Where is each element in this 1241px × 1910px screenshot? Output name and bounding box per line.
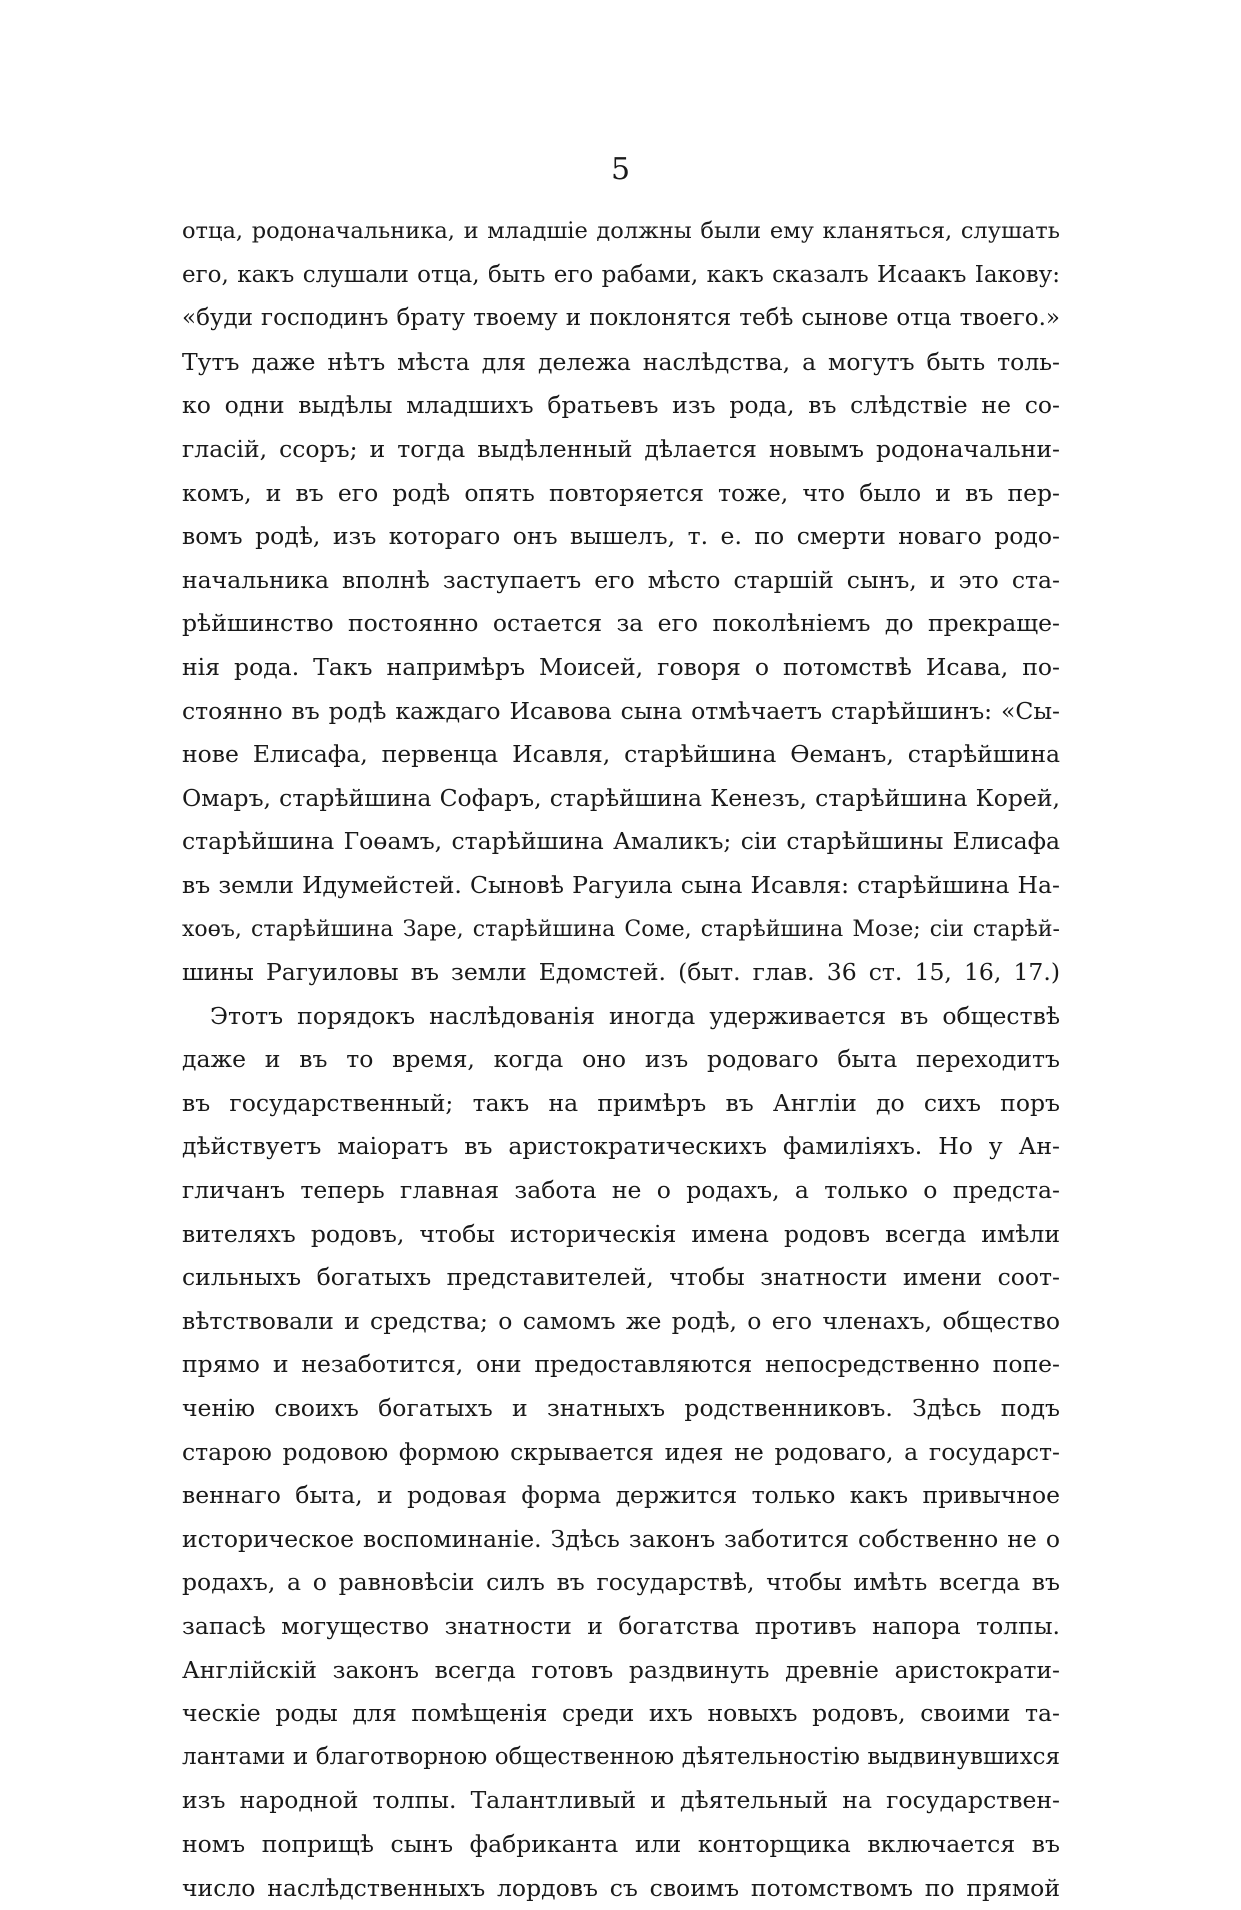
text-line: отца, родоначальника, и младшіе должны были ему кланяться, слушать xyxy=(182,218,1060,244)
text-line: въ государственный; такъ на примѣръ въ Англіи до сихъ поръ xyxy=(182,1088,1060,1117)
text-line: въ земли Идумейстей. Сыновѣ Рагуила сына Исавля: старѣйшина На- xyxy=(182,870,1060,899)
text-line: гличанъ теперь главная забота не о родахъ, а только о предста- xyxy=(182,1176,1060,1205)
text-line: запасѣ могущество знатности и богатства противъ напора толпы. xyxy=(182,1612,1060,1640)
text-line: шины Рагуиловы въ земли Едомстей. (быт. глав. 36 ст. 15, 16, 17.) xyxy=(182,958,1060,987)
text-line: Омаръ, старѣйшина Софаръ, старѣйшина Кенезъ, старѣйшина Корей, xyxy=(182,783,1060,812)
body-text xyxy=(182,210,1060,1910)
text-line: прямо и незаботится, они предоставляются непосредственно попе- xyxy=(182,1350,1060,1379)
text-line: даже и въ то время, когда оно изъ родоваго быта переходитъ xyxy=(182,1045,1060,1074)
text-line: стоянно въ родѣ каждаго Исавова сына отмѣчаетъ старѣйшинъ: «Сы- xyxy=(182,696,1060,725)
text-line: вителяхъ родовъ, чтобы историческія имена родовъ всегда имѣли xyxy=(182,1219,1060,1248)
text-line: старѣйшина Гоөамъ, старѣйшина Амаликъ; сіи старѣйшины Елисафа xyxy=(182,827,1060,856)
text-line: Англійскій законъ всегда готовъ раздвинуть древніе аристократи- xyxy=(182,1655,1060,1684)
text-line: сильныхъ богатыхъ представителей, чтобы знатности имени соот- xyxy=(182,1263,1060,1292)
text-line: его, какъ слушали отца, быть его рабами, какъ сказалъ Исаакъ Іакову: xyxy=(182,261,1060,288)
text-line: Тутъ даже нѣтъ мѣста для дележа наслѣдства, а могутъ быть толь- xyxy=(182,347,1060,376)
text-line: начальника вполнѣ заступаетъ его мѣсто старшій сынъ, и это ста- xyxy=(182,565,1060,594)
text-line: «буди господинъ брату твоему и поклонятся тебѣ сынове отца твоего.» xyxy=(182,305,1060,332)
text-line: ческіе роды для помѣщенія среди ихъ новыхъ родовъ, своими та- xyxy=(182,1699,1060,1728)
text-line: историческое воспоминаніе. Здѣсь законъ заботится собственно не о xyxy=(182,1524,1060,1553)
text-line: число наслѣдственныхъ лордовъ съ своимъ потомствомъ по прямой xyxy=(182,1873,1060,1902)
text-line: нове Елисафа, первенца Исавля, старѣйшина Өеманъ, старѣйшина xyxy=(182,740,1060,769)
text-line: комъ, и въ его родѣ опять повторяется тоже, что было и въ пер- xyxy=(182,478,1060,507)
text-line: гласій, ссоръ; и тогда выдѣленный дѣлается новымъ родоначальни- xyxy=(182,434,1060,463)
text-line: ченію своихъ богатыхъ и знатныхъ родственниковъ. Здѣсь подъ xyxy=(182,1394,1060,1423)
text-line: вѣтствовали и средства; о самомъ же родѣ, о его членахъ, общество xyxy=(182,1306,1060,1335)
text-line: старою родовою формою скрывается идея не родоваго, а государст- xyxy=(182,1437,1060,1466)
text-line: веннаго быта, и родовая форма держится только какъ привычное xyxy=(182,1481,1060,1510)
text-line: ко одни выдѣлы младшихъ братьевъ изъ рода, въ слѣдствіе не со- xyxy=(182,391,1060,420)
text-line: родахъ, а о равновѣсіи силъ въ государствѣ, чтобы имѣть всегда въ xyxy=(182,1568,1060,1597)
paragraph-start-line: Этотъ порядокъ наслѣдованія иногда удерживается въ обществѣ xyxy=(210,1001,1060,1030)
text-line: изъ народной толпы. Талантливый и дѣятельный на государствен- xyxy=(182,1786,1060,1815)
text-line: нія рода. Такъ напримѣръ Моисей, говоря о потомствѣ Исава, по- xyxy=(182,652,1060,681)
text-line: рѣйшинство постоянно остается за его поколѣніемъ до прекраще- xyxy=(182,609,1060,638)
text-line: лантами и благотворною общественною дѣятельностію выдвинувшихся xyxy=(182,1743,1060,1770)
text-line: дѣйствуетъ маіоратъ въ аристократическихъ фамиліяхъ. Но у Ан- xyxy=(182,1132,1060,1161)
text-line: вомъ родѣ, изъ котораго онъ вышелъ, т. е. по смерти новаго родо- xyxy=(182,522,1060,551)
text-line: номъ поприщѣ сынъ фабриканта или конторщика включается въ xyxy=(182,1829,1060,1858)
page-number: 5 xyxy=(610,152,631,187)
text-line: хоөъ, старѣйшина Заре, старѣйшина Соме, старѣйшина Мозе; сіи старѣй- xyxy=(182,916,1060,942)
